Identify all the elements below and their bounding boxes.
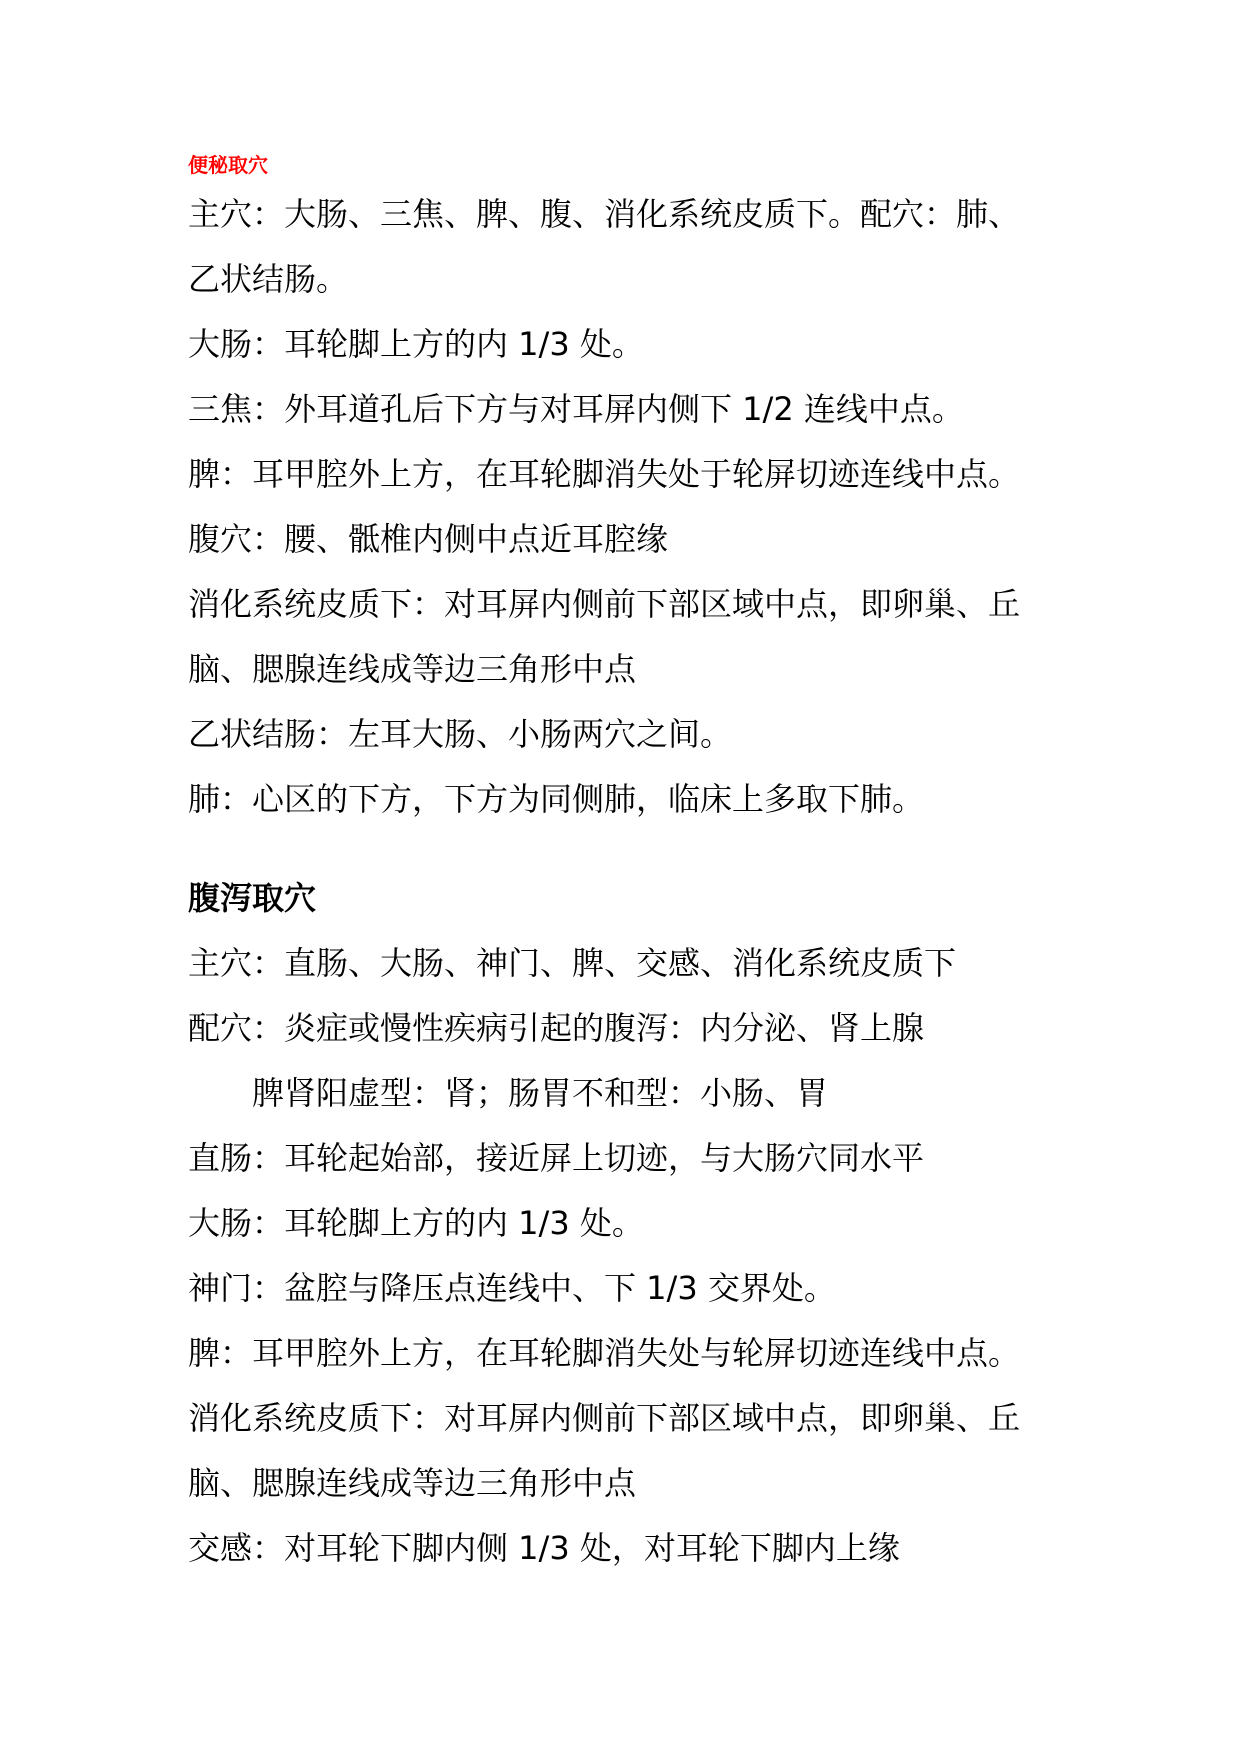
text-line: 乙状结肠。: [188, 260, 349, 298]
text-line: 直肠：耳轮起始部，接近屏上切迹，与大肠穴同水平: [188, 1139, 925, 1177]
section-spacer: [188, 832, 1068, 866]
text-line: 大肠：耳轮脚上方的内 1/3 处。: [188, 325, 644, 363]
text-line: 消化系统皮质下：对耳屏内侧前下部区域中点，即卵巢、丘: [188, 1399, 1021, 1437]
text-line: 脾：耳甲腔外上方，在耳轮脚消失处与轮屏切迹连线中点。: [188, 1334, 1021, 1372]
text-line-indented: 脾肾阳虚型：肾；肠胃不和型：小肠、胃: [252, 1074, 829, 1112]
section-title-diarrhea: 腹泻取穴: [188, 879, 317, 917]
text-line: 主穴：直肠、大肠、神门、脾、交感、消化系统皮质下: [188, 944, 957, 982]
section-title-constipation: 便秘取穴: [188, 153, 268, 177]
text-line: 配穴：炎症或慢性疾病引起的腹泻：内分泌、肾上腺: [188, 1009, 925, 1047]
text-line: 肺：心区的下方，下方为同侧肺，临床上多取下肺。: [188, 780, 925, 818]
text-line: 腹穴：腰、骶椎内侧中点近耳腔缘: [188, 520, 669, 558]
text-line: 神门：盆腔与降压点连线中、下 1/3 交界处。: [188, 1269, 836, 1307]
text-line: 脑、腮腺连线成等边三角形中点: [188, 1464, 637, 1502]
text-line: 交感：对耳轮下脚内侧 1/3 处，对耳轮下脚内上缘: [188, 1529, 900, 1567]
text-line: 主穴：大肠、三焦、脾、腹、消化系统皮质下。配穴：肺、: [188, 195, 1021, 233]
text-line: 大肠：耳轮脚上方的内 1/3 处。: [188, 1204, 644, 1242]
text-line: 脑、腮腺连线成等边三角形中点: [188, 650, 637, 688]
text-line: 乙状结肠：左耳大肠、小肠两穴之间。: [188, 715, 733, 753]
document-content: [188, 148, 1068, 1581]
text-line: 脾：耳甲腔外上方，在耳轮脚消失处于轮屏切迹连线中点。: [188, 455, 1021, 493]
text-line: 消化系统皮质下：对耳屏内侧前下部区域中点，即卵巢、丘: [188, 585, 1021, 623]
text-line: 三焦：外耳道孔后下方与对耳屏内侧下 1/2 连线中点。: [188, 390, 964, 428]
